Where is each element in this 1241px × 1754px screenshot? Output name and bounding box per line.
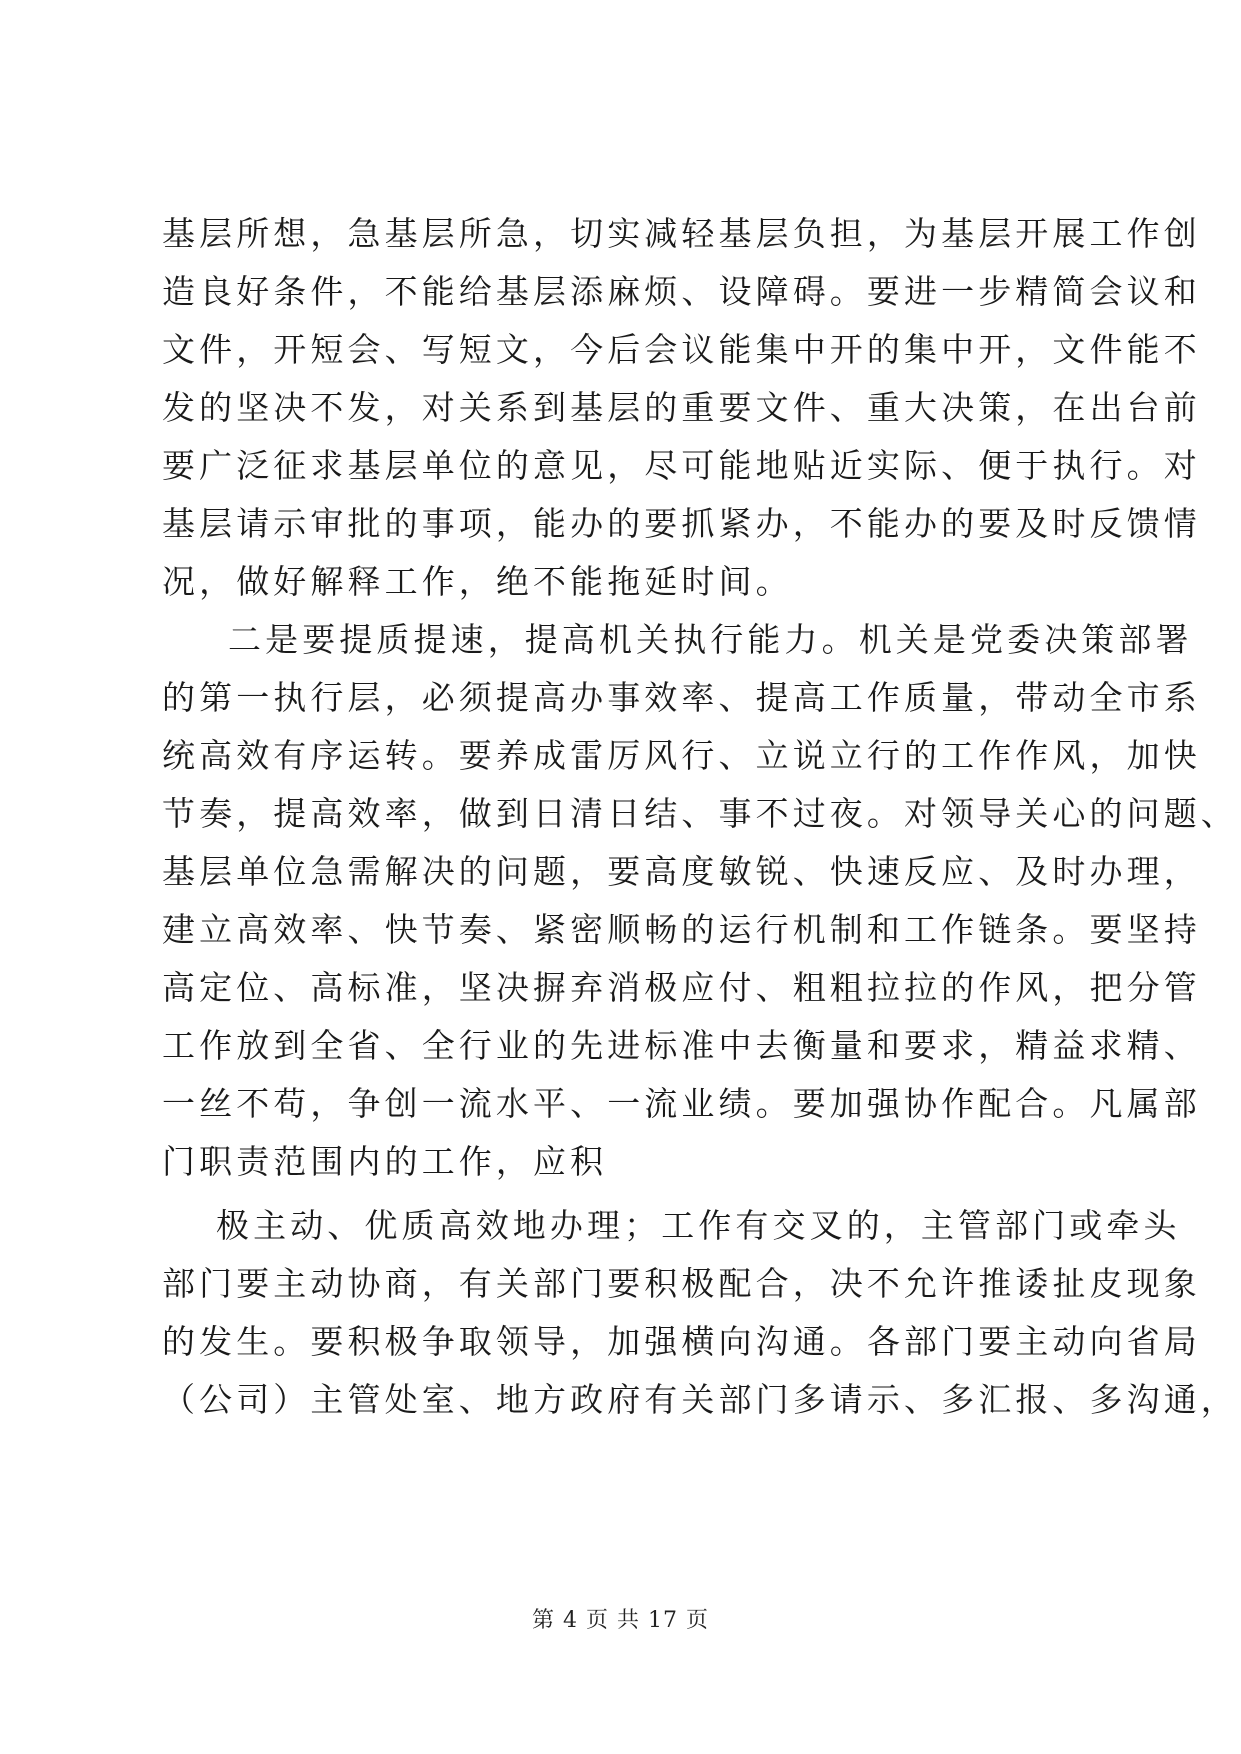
page-number-footer: 第 4 页 共 17 页 (532, 1608, 709, 1633)
text-line: 的第一执行层，必须提高办事效率、提高工作质量，带动全市系 (162, 678, 1201, 717)
text-line: 文件，开短会、写短文，今后会议能集中开的集中开，文件能不 (162, 330, 1201, 369)
text-line: 节奏，提高效率，做到日清日结、事不过夜。对领导关心的问题、 (162, 794, 1238, 833)
text-line: 工作放到全省、全行业的先进标准中去衡量和要求，精益求精、 (162, 1026, 1201, 1065)
text-line: 一丝不苟，争创一流水平、一流业绩。要加强协作配合。凡属部 (162, 1084, 1201, 1123)
text-line: （公司）主管处室、地方政府有关部门多请示、多汇报、多沟通， (162, 1380, 1238, 1419)
text-line: 门职责范围内的工作，应积 (162, 1142, 608, 1181)
text-line: 基层单位急需解决的问题，要高度敏锐、快速反应、及时办理， (162, 852, 1201, 891)
text-line: 部门要主动协商，有关部门要积极配合，决不允许推诿扯皮现象 (162, 1264, 1201, 1303)
text-line: 要广泛征求基层单位的意见，尽可能地贴近实际、便于执行。对 (162, 446, 1201, 485)
text-line: 高定位、高标准，坚决摒弃消极应付、粗粗拉拉的作风，把分管 (162, 968, 1201, 1007)
paragraph-first-line: 二是要提质提速，提高机关执行能力。机关是党委决策部署 (228, 620, 1193, 659)
text-line: 的发生。要积极争取领导，加强横向沟通。各部门要主动向省局 (162, 1322, 1201, 1361)
text-line: 况，做好解释工作，绝不能拖延时间。 (162, 562, 793, 601)
text-line: 基层所想，急基层所急，切实减轻基层负担，为基层开展工作创 (162, 214, 1201, 253)
paragraph-first-line: 极主动、优质高效地办理；工作有交叉的，主管部门或牵头 (216, 1206, 1181, 1245)
text-line: 造良好条件，不能给基层添麻烦、设障碍。要进一步精简会议和 (162, 272, 1201, 311)
text-line: 统高效有序运转。要养成雷厉风行、立说立行的工作作风，加快 (162, 736, 1201, 775)
text-line: 基层请示审批的事项，能办的要抓紧办，不能办的要及时反馈情 (162, 504, 1201, 543)
text-line: 发的坚决不发，对关系到基层的重要文件、重大决策，在出台前 (162, 388, 1201, 427)
text-line: 建立高效率、快节奏、紧密顺畅的运行机制和工作链条。要坚持 (162, 910, 1201, 949)
